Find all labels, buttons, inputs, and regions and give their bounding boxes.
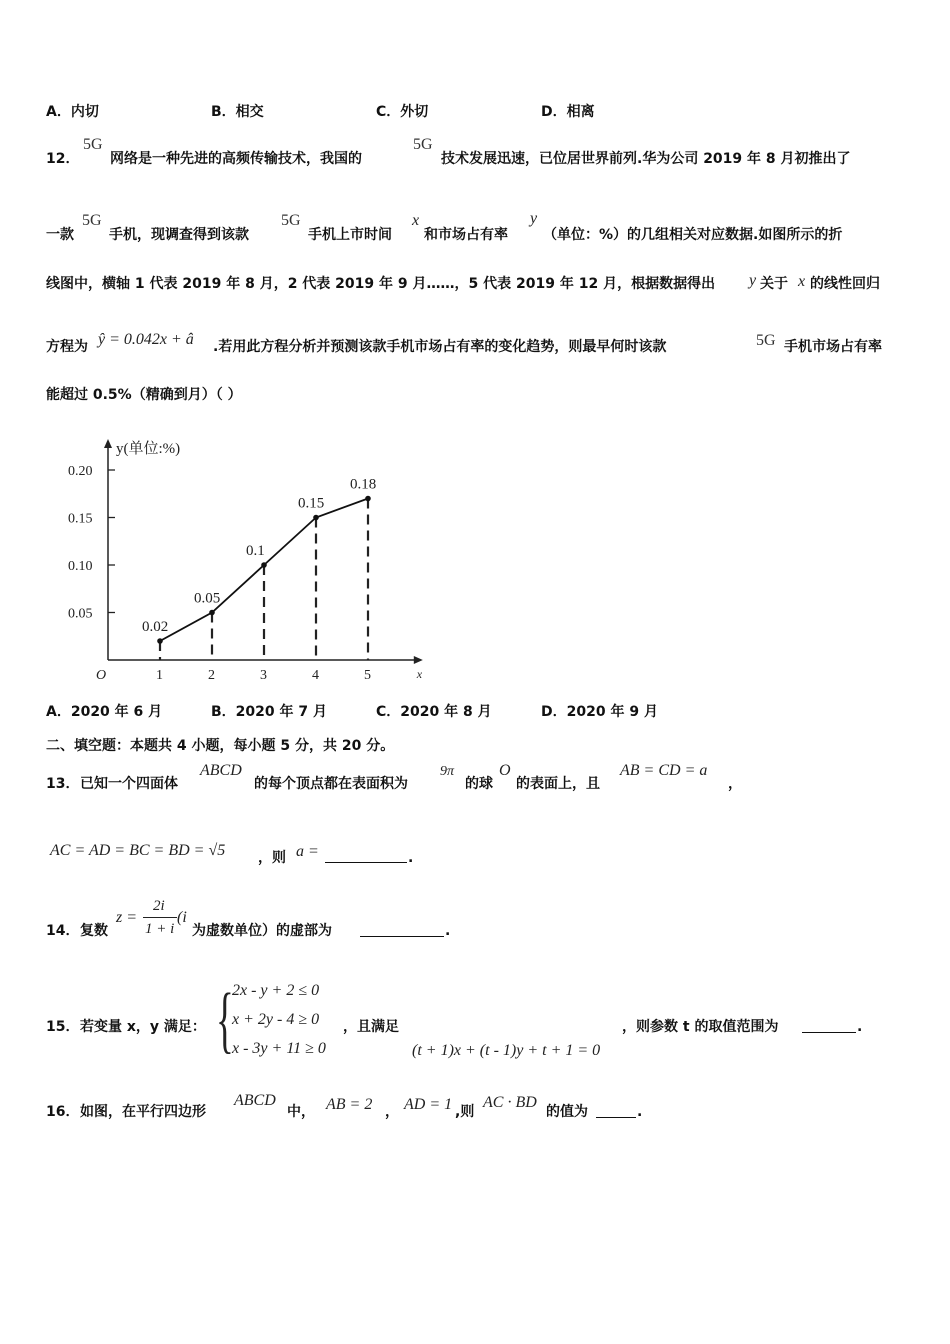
q12-line3-b: 关于 <box>760 276 788 292</box>
x-tick-label: 3 <box>260 668 267 683</box>
q12-line4-b: .若用此方程分析并预测该款手机市场占有率的变化趋势，则最早何时该款 <box>213 339 667 355</box>
q12-line4-c: 手机市场占有率 <box>784 339 882 355</box>
q16-end: . <box>637 1104 643 1120</box>
q16-abcd: ABCD <box>234 1092 276 1109</box>
q12-line1-b: 技术发展迅速，已位居世界前列.华为公司 2019 年 8 月初推出了 <box>441 151 851 167</box>
q12-option-b: B．2020 年 7 月 <box>211 704 327 720</box>
q14-z: z = <box>116 909 138 926</box>
q16-eq3: AC · BD <box>483 1094 537 1111</box>
q16-text-e: 的值为 <box>546 1104 588 1120</box>
q12-y-symbol: y <box>749 272 757 289</box>
q13-eq3: a = <box>296 843 319 860</box>
q16-eq1: AB = 2 <box>326 1096 373 1113</box>
data-point <box>261 562 267 568</box>
q11-option-a: A．内切 <box>46 104 99 120</box>
q13-text-e: ，则 <box>258 850 286 866</box>
data-point <box>209 610 215 616</box>
q14-frac-numerator: 2i <box>153 898 165 914</box>
q14-text-a: 复数 <box>80 923 108 939</box>
q15-inequality-3: x - 3y + 11 ≥ 0 <box>232 1040 326 1057</box>
x-tick-label: 5 <box>364 668 371 683</box>
q16-answer-blank[interactable] <box>596 1103 636 1118</box>
q12-line2-b: 手机，现调查得到该款 <box>109 227 249 243</box>
q13-end: . <box>408 850 414 866</box>
y-tick-label: 0.10 <box>68 559 93 574</box>
y-tick-label: 0.15 <box>68 511 93 527</box>
y-tick-label: 0.05 <box>68 606 93 622</box>
q14-end: . <box>445 923 451 939</box>
q13-abcd: ABCD <box>200 762 242 779</box>
q12-regression-equation: ŷ = 0.042x + â <box>98 331 194 348</box>
q11-option-c: C．外切 <box>376 104 429 120</box>
q14-frac-denominator: 1 + i <box>145 921 175 937</box>
q14-text-b: 为虚数单位）的虚部为 <box>192 923 332 939</box>
data-point <box>365 496 371 502</box>
q12-line3-a: 线图中，横轴 1 代表 2019 年 8 月，2 代表 2019 年 9 月……，5 代表 2019 年 12 月，根据数据得出 <box>46 276 716 292</box>
q12-line1-a: 网络是一种先进的高频传输技术，我国的 <box>110 151 362 167</box>
q14-fraction-bar <box>143 917 177 918</box>
q13-number: 13． <box>46 776 80 792</box>
q11-option-d: D．相离 <box>541 104 595 120</box>
data-label: 0.15 <box>298 495 325 512</box>
q13-text-a: 已知一个四面体 <box>80 776 178 792</box>
data-point <box>313 515 319 521</box>
q12-option-d: D．2020 年 9 月 <box>541 704 658 720</box>
q13-surface-area: 9π <box>440 764 455 779</box>
data-point <box>157 638 163 644</box>
q12-x-symbol: x <box>412 212 420 229</box>
y-axis-arrow <box>104 439 112 448</box>
market-share-line-chart <box>60 430 430 690</box>
q14-number: 14． <box>46 923 80 939</box>
q12-option-c: C．2020 年 8 月 <box>376 704 492 720</box>
q13-text-b: 的每个顶点都在表面积为 <box>254 776 408 792</box>
q16-text-c: ， <box>385 1104 399 1120</box>
q12-x-symbol: x <box>798 273 806 290</box>
q13-sphere-o: O <box>499 762 511 779</box>
q12-line2-a: 一款 <box>46 227 74 243</box>
x-tick-label: 2 <box>208 668 215 683</box>
q16-eq2: AD = 1 <box>404 1096 453 1113</box>
data-label: 0.1 <box>246 543 265 559</box>
data-label: 0.18 <box>350 476 377 493</box>
q15-text-c: ，则参数 t 的取值范围为 <box>622 1019 779 1035</box>
q12-line2-c: 手机上市时间 <box>308 227 392 243</box>
q15-inequality-1: 2x - y + 2 ≤ 0 <box>232 982 320 999</box>
q13-text-d: 的表面上，且 <box>516 776 600 792</box>
q12-line3-c: 的线性回归 <box>810 276 880 292</box>
q12-line4-a: 方程为 <box>46 339 88 355</box>
q15-text-b: ，且满足 <box>343 1019 399 1035</box>
q16-text-b: 中， <box>287 1104 315 1120</box>
q14-paren: (i <box>177 909 187 926</box>
origin-label: O <box>96 668 107 683</box>
q13-text-c: 的球 <box>465 776 493 792</box>
q16-text-a: 如图，在平行四边形 <box>80 1104 206 1120</box>
y-axis-label: y(单位:%) <box>116 441 181 457</box>
section-title: 二、填空题：本题共 4 小题，每小题 5 分，共 20 分。 <box>46 738 395 754</box>
q12-option-a: A．2020 年 6 月 <box>46 704 163 720</box>
q16-text-d: ,则 <box>455 1104 475 1120</box>
q15-number: 15． <box>46 1019 80 1035</box>
q12-5g-symbol: 5G <box>82 212 102 229</box>
q15-text-a: 若变量 x，y 满足： <box>80 1019 206 1035</box>
data-label: 0.05 <box>194 590 221 607</box>
q15-end: . <box>857 1019 863 1035</box>
q12-line2-d: 和市场占有率 <box>424 227 508 243</box>
q14-answer-blank[interactable] <box>360 922 444 937</box>
y-tick-label: 0.20 <box>68 464 93 479</box>
q15-answer-blank[interactable] <box>802 1018 856 1033</box>
q15-system-brace: { <box>216 979 234 1061</box>
q12-5g-symbol: 5G <box>413 136 433 153</box>
q12-y-symbol: y <box>530 210 538 227</box>
q13-eq2: AC = AD = BC = BD = √5 <box>50 842 226 859</box>
x-tick-label: 1 <box>156 668 163 683</box>
x-tick-label: 4 <box>312 668 319 683</box>
x-axis-label: x <box>416 667 423 681</box>
q12-line5: 能超过 0.5%（精确到月）（ ） <box>46 387 242 403</box>
q12-5g-symbol: 5G <box>281 212 301 229</box>
q13-eq1: AB = CD = a <box>620 762 708 779</box>
x-axis-arrow <box>414 656 423 664</box>
q12-number: 12． <box>46 151 80 167</box>
q12-line2-e: （单位：%）的几组相关对应数据.如图所示的折 <box>543 227 843 243</box>
q13-comma: ， <box>728 776 742 792</box>
q15-line-equation: (t + 1)x + (t - 1)y + t + 1 = 0 <box>412 1042 601 1059</box>
q12-5g-symbol: 5G <box>83 136 103 153</box>
q13-answer-blank[interactable] <box>325 848 407 863</box>
q11-option-b: B．相交 <box>211 104 264 120</box>
q12-5g-symbol: 5G <box>756 332 776 349</box>
q15-inequality-2: x + 2y - 4 ≥ 0 <box>232 1011 320 1028</box>
q16-number: 16． <box>46 1104 80 1120</box>
data-label: 0.02 <box>142 619 169 635</box>
